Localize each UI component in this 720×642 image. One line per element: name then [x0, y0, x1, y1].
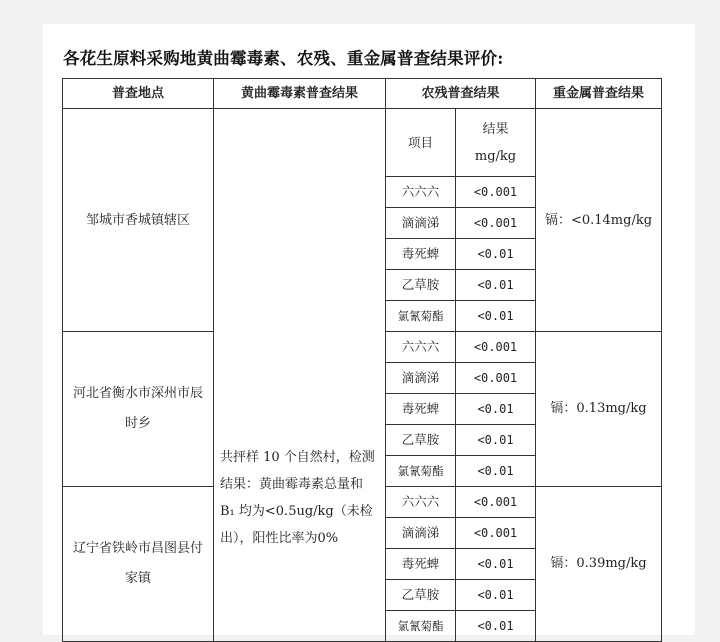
- subheader-item: 项目: [386, 109, 456, 177]
- pesticide-item: 氯氰菊酯: [386, 301, 456, 332]
- heavy-metal-cell: 镉：0.13mg/kg: [536, 332, 662, 487]
- pesticide-item: 毒死蜱: [386, 394, 456, 425]
- pesticide-item: 滴滴涕: [386, 518, 456, 549]
- pesticide-result: <0.01: [456, 301, 536, 332]
- heavy-metal-cell: 镉：<0.14mg/kg: [536, 109, 662, 332]
- pesticide-item: 氯氰菊酯: [386, 456, 456, 487]
- pesticide-item: 毒死蜱: [386, 239, 456, 270]
- location-cell: 邹城市香城镇辖区: [63, 109, 214, 332]
- heavy-metal-cell: 镉：0.39mg/kg: [536, 487, 662, 642]
- pesticide-item: 乙草胺: [386, 580, 456, 611]
- pesticide-result: <0.01: [456, 611, 536, 642]
- pesticide-item: 六六六: [386, 332, 456, 363]
- pesticide-item: 滴滴涕: [386, 208, 456, 239]
- pesticide-result: <0.001: [456, 177, 536, 208]
- pesticide-result: <0.01: [456, 270, 536, 301]
- pesticide-item: 六六六: [386, 177, 456, 208]
- aflatoxin-result-cell: 共抨样 10 个自然村，检测结果：黄曲霉毒素总量和 B₁ 均为<0.5ug/kg（未检出），阳性比率为0%: [214, 109, 386, 642]
- header-heavy-metal: 重金属普查结果: [536, 79, 662, 109]
- pesticide-result: <0.01: [456, 394, 536, 425]
- pesticide-result: <0.001: [456, 518, 536, 549]
- pesticide-item: 滴滴涕: [386, 363, 456, 394]
- pesticide-result: <0.01: [456, 425, 536, 456]
- pesticide-result: <0.01: [456, 456, 536, 487]
- subheader-result: [456, 109, 536, 177]
- pesticide-result: <0.001: [456, 332, 536, 363]
- location-cell: 河北省衡水市深州市辰时乡: [63, 332, 214, 487]
- page-title: 各花生原料采购地黄曲霉毒素、农残、重金属普查结果评价:: [63, 49, 504, 68]
- survey-table: [62, 78, 662, 642]
- pesticide-result: <0.01: [456, 580, 536, 611]
- pesticide-item: 六六六: [386, 487, 456, 518]
- pesticide-result: <0.001: [456, 363, 536, 394]
- pesticide-item: 乙草胺: [386, 425, 456, 456]
- location-cell: 辽宁省铁岭市昌图县付家镇: [63, 487, 214, 642]
- subheader-result-label: 结果: [482, 121, 509, 137]
- header-aflatoxin: 黄曲霉毒素普查结果: [214, 79, 386, 109]
- pesticide-item: 氯氰菊酯: [386, 611, 456, 642]
- header-location: 普查地点: [63, 79, 214, 109]
- header-pesticide: 农残普查结果: [386, 79, 536, 109]
- subheader-unit: mg/kg: [474, 148, 517, 164]
- pesticide-result: <0.001: [456, 208, 536, 239]
- pesticide-result: <0.01: [456, 549, 536, 580]
- pesticide-item: 毒死蜱: [386, 549, 456, 580]
- pesticide-result: <0.001: [456, 487, 536, 518]
- pesticide-item: 乙草胺: [386, 270, 456, 301]
- pesticide-result: <0.01: [456, 239, 536, 270]
